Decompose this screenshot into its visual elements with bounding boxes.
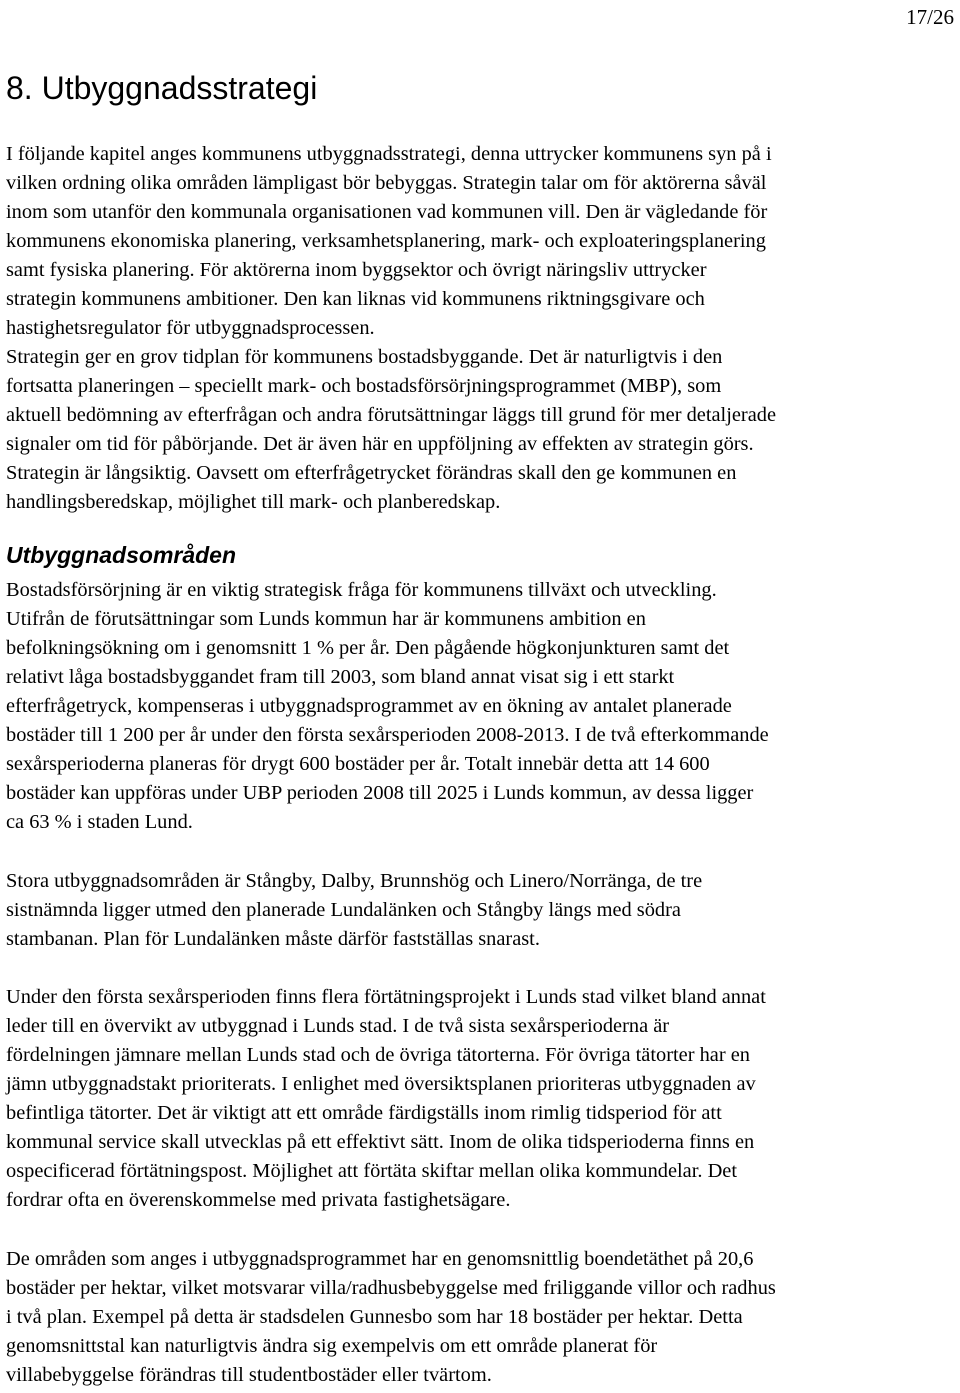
- text-line: aktuell bedömning av efterfrågan och andra förutsättningar läggs till grund för mer detaljerade: [6, 404, 777, 426]
- intro-paragraph: [6, 140, 776, 517]
- text-line: fördelningen jämnare mellan Lunds stad och de övriga tätorterna. För övriga tätorter har en: [6, 1044, 750, 1066]
- text-line: samt fysiska planering. För aktörerna inom byggsektor och övrigt näringsliv uttrycker: [6, 259, 707, 281]
- text-line: hastighetsregulator för utbyggnadsprocessen.: [6, 317, 375, 339]
- text-line: Under den första sexårsperioden finns flera förtätningsprojekt i Lunds stad vilket bland annat: [6, 986, 766, 1008]
- text-line: bostäder per hektar, vilket motsvarar villa/radhusbebyggelse med friliggande villor och radhus: [6, 1277, 776, 1299]
- text-line: i två plan. Exempel på detta är stadsdelen Gunnesbo som har 18 bostäder per hektar. Detta: [6, 1306, 743, 1328]
- text-line: efterfrågetryck, kompenseras i utbyggnadsprogrammet av en ökning av antalet planerade: [6, 695, 732, 717]
- text-line: fortsatta planeringen – speciellt mark- och bostadsförsörjningsprogrammet (MBP), som: [6, 375, 722, 397]
- text-line: vilken ordning olika områden lämpligast bör bebyggas. Strategin talar om för aktörerna såväl: [6, 172, 767, 194]
- text-line: jämn utbyggnadstakt prioriterats. I enlighet med översiktsplanen prioriteras utbyggnaden av: [6, 1073, 756, 1095]
- paragraph-density: [6, 1245, 776, 1390]
- paragraph-areas: [6, 867, 702, 954]
- text-line: ca 63 % i staden Lund.: [6, 811, 193, 833]
- text-line: befolkningsökning om i genomsnitt 1 % per år. Den pågående högkonjunkturen samt det: [6, 637, 730, 659]
- text-line: Utifrån de förutsättningar som Lunds kommun har är kommunens ambition en: [6, 608, 646, 630]
- text-line: leder till en övervikt av utbyggnad i Lunds stad. I de två sista sexårsperioderna är: [6, 1015, 670, 1037]
- text-line: villabebyggelse förändras till studentbostäder eller tvärtom.: [6, 1364, 492, 1386]
- text-line: bostäder kan uppföras under UBP perioden 2008 till 2025 i Lunds kommun, av dessa ligger: [6, 782, 754, 804]
- paragraph-growth: [6, 576, 769, 837]
- text-line: inom som utanför den kommunala organisationen vad kommunen vill. Den är vägledande för: [6, 201, 768, 223]
- text-line: De områden som anges i utbyggnadsprogrammet har en genomsnittlig boendetäthet på 20,6: [6, 1248, 754, 1270]
- text-line: ospecificerad förtätningspost. Möjlighet att förtäta skiftar mellan olika kommundelar. Det: [6, 1160, 738, 1182]
- paragraph-densification: [6, 983, 766, 1215]
- text-line: Strategin är långsiktig. Oavsett om efterfrågetrycket förändras skall den ge kommunen en: [6, 462, 737, 484]
- text-line: strategin kommunens ambitioner. Den kan liknas vid kommunens riktningsgivare och: [6, 288, 705, 310]
- text-line: kommunens ekonomiska planering, verksamhetsplanering, mark- och exploateringsplanering: [6, 230, 766, 252]
- text-line: genomsnittstal kan naturligtvis ändra sig exempelvis om ett område planerat för: [6, 1335, 658, 1357]
- text-line: relativt låga bostadsbyggandet fram till 2003, som bland annat visat sig i ett starkt: [6, 666, 675, 688]
- text-line: befintliga tätorter. Det är viktigt att ett område färdigställs inom rimlig tidsperiod för att: [6, 1102, 722, 1124]
- text-line: Stora utbyggnadsområden är Stångby, Dalby, Brunnshög och Linero/Norränga, de tre: [6, 870, 703, 892]
- text-line: Bostadsförsörjning är en viktig strategisk fråga för kommunens tillväxt och utveckling.: [6, 579, 717, 601]
- text-line: stambanan. Plan för Lundalänken måste därför fastställas snarast.: [6, 928, 540, 950]
- page-number: 17/26: [906, 5, 954, 29]
- text-line: Strategin ger en grov tidplan för kommunens bostadsbyggande. Det är naturligtvis i den: [6, 346, 723, 368]
- text-line: handlingsberedskap, möjlighet till mark- och planberedskap.: [6, 491, 501, 513]
- chapter-title: 8. Utbyggnadsstrategi: [6, 70, 318, 106]
- text-line: fordrar ofta en överenskommelse med privata fastighetsägare.: [6, 1189, 511, 1211]
- text-line: signaler om tid för påbörjande. Det är även här en uppföljning av effekten av strategin görs.: [6, 433, 754, 455]
- section-heading: Utbyggnadsområden: [6, 542, 237, 568]
- text-line: kommunal service skall utvecklas på ett effektivt sätt. Inom de olika tidsperioderna finns en: [6, 1131, 755, 1153]
- text-line: I följande kapitel anges kommunens utbyggnadsstrategi, denna uttrycker kommunens syn på i: [6, 143, 772, 165]
- text-line: sistnämnda ligger utmed den planerade Lundalänken och Stångby längs med södra: [6, 899, 681, 921]
- text-line: sexårsperioderna planeras för drygt 600 bostäder per år. Totalt innebär detta att 14 600: [6, 753, 710, 775]
- text-line: bostäder till 1 200 per år under den första sexårsperioden 2008-2013. I de två efterkommande: [6, 724, 769, 746]
